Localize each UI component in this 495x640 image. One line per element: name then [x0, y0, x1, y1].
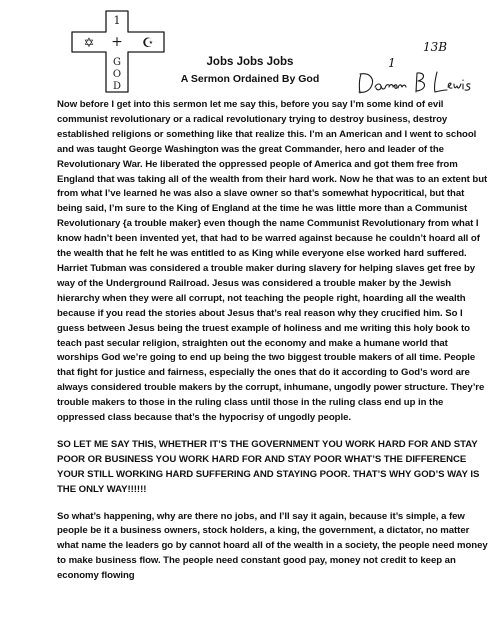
cross-letter-g: G	[113, 57, 121, 68]
handwritten-signature	[355, 66, 473, 98]
cross-plus-text: +	[111, 34, 123, 50]
page-number: 1	[388, 56, 396, 70]
cross-letter-o: O	[112, 69, 122, 80]
page-code: 13B	[423, 40, 448, 54]
document-title: Jobs Jobs Jobs	[206, 56, 294, 68]
crescent-icon: ☪	[142, 36, 154, 51]
cross-letter-d: D	[112, 81, 122, 92]
paragraph-jobs: So what’s happening, why are there no jobs, and I’ll say it again, because it’s simple, a few people be it a business owners, stock holders, a king, the government, a dictator, no matter what name the leaders go by cannot hoard all of the wealth in a society, the people need money to make business flow. The people need constant good pay, money not credit to keep an economy flowing	[57, 510, 488, 582]
paragraph-emphasis: SO LET ME SAY THIS, WHETHER IT’S THE GOVERNMENT YOU WORK HARD FOR AND STAY POOR OR BUSINESS YOU WORK HARD FOR AND STAY POOR WHAT’S THE DIFFERENCE YOUR STILL WORKING HARD SUFFERING AND STAYING POOR. THAT’S WHY GOD’S WAY IS THE ONLY WAY!!!!!!	[57, 438, 480, 495]
signature-drawing	[355, 66, 473, 98]
cross-top-text: 1	[113, 14, 121, 27]
star-of-david-icon: ✡	[83, 36, 95, 51]
sermon-body	[57, 98, 489, 584]
document-subtitle: A Sermon Ordained By God	[180, 73, 320, 85]
paragraph-intro: Now before I get into this sermon let me say this, before you say I’m some kind of evil communist revolutionary or a radical revolutionary trying to destroy business, destroy established religions or something like that realize this. I’m an American and I went to school and was taught George Washington was the great Commander, hero and leader of the Revolutionary War. He liberated the oppressed people of America and got them free from England that was taking all of the wealth from their hard work. Now he that was to an extent but from what I’ve learned he was also a slave owner so that’s somewhat hypocritical, but that being said, I’m sure to the King of England at the time he was little more than a Communist Revolutionary {a trouble maker} even though the name Communist Revolutionary from what I know hadn’t been invented yet, that had to be warred against because he couldn’t hoard all of the wealth that he felt he was entitled to as King while everyone else worked hard suffered. Harriet Tubman was considered a trouble maker during slavery for helping slaves get free by way of the Underground Railroad. Jesus was considered a trouble maker by the Jewish hierarchy when they were all corrupt, not teaching the people right, hoarding all the wealth because if you read the stories about Jesus that’s real reason why they crucified him. So I guess between Jesus being the truest example of holiness and me writing this holy book to teach past secular religion, straighten out the economy and make a humane world that worships God we’re going to end up being the two biggest trouble makers of all time. People that fight for justice and fairness, especially the ones that do it according to God’s word are always considered trouble makers by the corrupt, inhumane, ungodly power structure. They’re trouble makers to those in the ruling class until those in the ruling class end up in the oppressed class because that’s the hypocrisy of ungodly people.	[57, 99, 488, 424]
